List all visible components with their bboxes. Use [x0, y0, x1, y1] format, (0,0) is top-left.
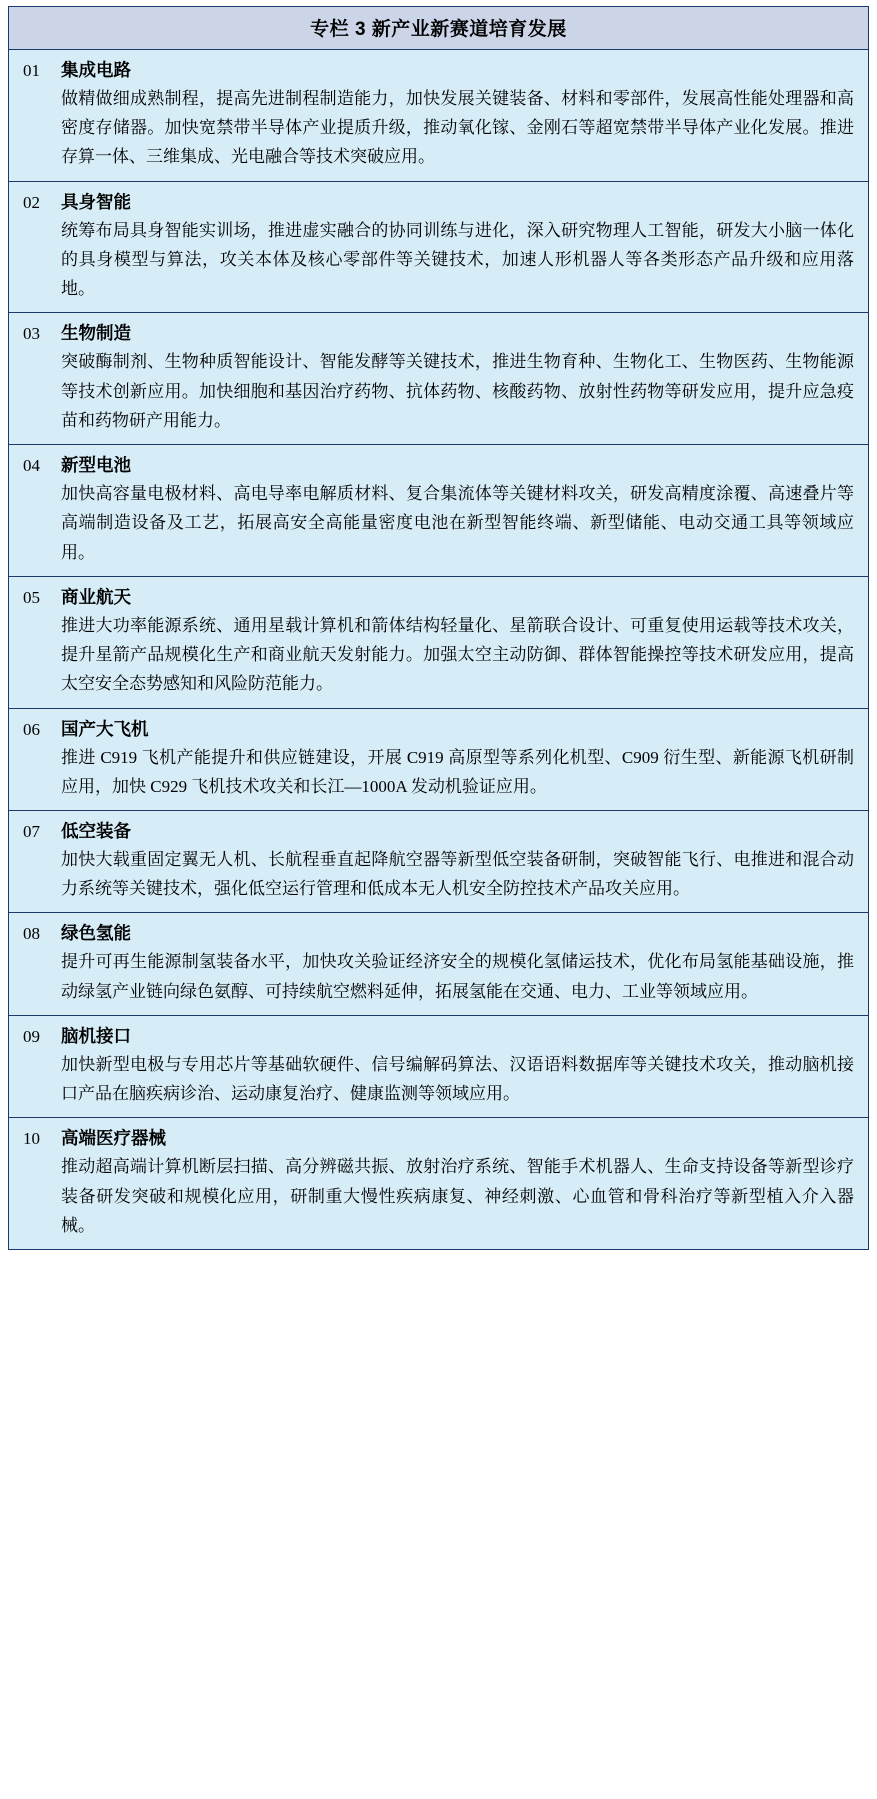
- feature-box: [8, 6, 869, 1250]
- box-body: [9, 50, 868, 1249]
- list-item-number: 03: [23, 324, 40, 344]
- list-item-title: 商业航天: [61, 586, 131, 607]
- list-item-number: 01: [23, 61, 40, 80]
- list-item: [9, 50, 868, 182]
- list-item-number: 02: [23, 192, 40, 212]
- list-item-text: 加快大载重固定翼无人机、长航程垂直起降航空器等新型低空装备研制，突破智能飞行、电推进和混合动力系统等关键技术，强化低空运行管理和低成本无人机安全防控技术产品攻关应用。: [61, 849, 854, 899]
- list-item-number: 09: [23, 1026, 40, 1046]
- list-item: [9, 811, 868, 913]
- list-item-number: 08: [23, 924, 40, 944]
- list-item: [9, 445, 868, 577]
- list-item-text: 做精做细成熟制程，提高先进制程制造能力，加快发展关键装备、材料和零部件，发展高性能处理器和高密度存储器。加快宽禁带半导体产业提质升级，推动氧化镓、金刚石等超宽禁带半导体产业化发展。推进存算一体、三维集成、光电融合等技术突破应用。: [61, 89, 854, 167]
- list-item-number: 05: [23, 587, 40, 607]
- list-item-head: [23, 716, 854, 741]
- list-item-head: [23, 1125, 854, 1150]
- list-item: [9, 1118, 868, 1249]
- list-item-text: 加快高容量电极材料、高电导率电解质材料、复合集流体等关键材料攻关，研发高精度涂覆、高速叠片等高端制造设备及工艺，拓展高安全高能量密度电池在新型智能终端、新型储能、电动交通工具等领域应用。: [61, 484, 854, 562]
- list-item-text: 推进大功率能源系统、通用星载计算机和箭体结构轻量化、星箭联合设计、可重复使用运载等技术攻关，提升星箭产品规模化生产和商业航天发射能力。加强太空主动防御、群体智能操控等技术研发应用，提高太空安全态势感知和风险防范能力。: [61, 615, 854, 694]
- list-item-title: 新型电池: [61, 455, 131, 476]
- list-item-head: [23, 320, 854, 345]
- list-item-head: [23, 57, 854, 82]
- list-item-text: 提升可再生能源制氢装备水平，加快攻关验证经济安全的规模化氢储运技术，优化布局氢能基础设施，推动绿氢产业链向绿色氨醇、可持续航空燃料延伸，拓展氢能在交通、电力、工业等领域应用。: [61, 952, 854, 1001]
- list-item-head: [23, 920, 854, 945]
- list-item-text: 推进 C919 飞机产能提升和供应链建设，开展 C919 高原型等系列化机型、C909 衍生型、新能源飞机研制应用，加快 C929 飞机技术攻关和长江—1000A 发动机验证应用。: [61, 747, 854, 796]
- list-item-number: 06: [23, 719, 40, 739]
- list-item: [9, 913, 868, 1015]
- list-item-head: [23, 584, 854, 609]
- list-item: [9, 577, 868, 709]
- list-item-title: 脑机接口: [61, 1025, 131, 1046]
- list-item-number: 04: [23, 456, 40, 476]
- list-item-head: [23, 818, 854, 843]
- list-item-head: [23, 452, 854, 477]
- list-item-head: [23, 1023, 854, 1048]
- list-item-text: 突破酶制剂、生物种质智能设计、智能发酵等关键技术，推进生物育种、生物化工、生物医药、生物能源等技术创新应用。加快细胞和基因治疗药物、抗体药物、核酸药物、放射性药物等研发应用，提升应急疫苗和药物研产用能力。: [61, 352, 854, 430]
- list-item: [9, 1016, 868, 1118]
- list-item-number: 07: [23, 821, 40, 841]
- list-item-text: 加快新型电极与专用芯片等基础软硬件、信号编解码算法、汉语语料数据库等关键技术攻关，推动脑机接口产品在脑疾病诊治、运动康复治疗、健康监测等领域应用。: [61, 1054, 854, 1104]
- list-item-title: 集成电路: [61, 60, 131, 80]
- list-item-title: 生物制造: [61, 323, 131, 344]
- list-item: [9, 709, 868, 811]
- list-item: [9, 182, 868, 314]
- list-item-head: [23, 189, 854, 214]
- box-title: 专栏 3 新产业新赛道培育发展: [9, 7, 868, 50]
- list-item-title: 国产大飞机: [61, 718, 149, 739]
- list-item-title: 具身智能: [61, 191, 131, 212]
- list-item-title: 高端医疗器械: [61, 1128, 166, 1149]
- list-item-text: 推动超高端计算机断层扫描、高分辨磁共振、放射治疗系统、智能手术机器人、生命支持设备等新型诊疗装备研发突破和规模化应用，研制重大慢性疾病康复、神经刺激、心血管和骨科治疗等新型植入介入器械。: [61, 1157, 854, 1235]
- list-item-title: 低空装备: [61, 820, 131, 841]
- document-page: [0, 6, 877, 1799]
- list-item: [9, 313, 868, 445]
- list-item-text: 统筹布局具身智能实训场，推进虚实融合的协同训练与进化，深入研究物理人工智能，研发大小脑一体化的具身模型与算法，攻关本体及核心零部件等关键技术，加速人形机器人等各类形态产品升级和应用落地。: [61, 220, 854, 299]
- list-item-number: 10: [23, 1129, 40, 1149]
- list-item-title: 绿色氢能: [61, 923, 131, 944]
